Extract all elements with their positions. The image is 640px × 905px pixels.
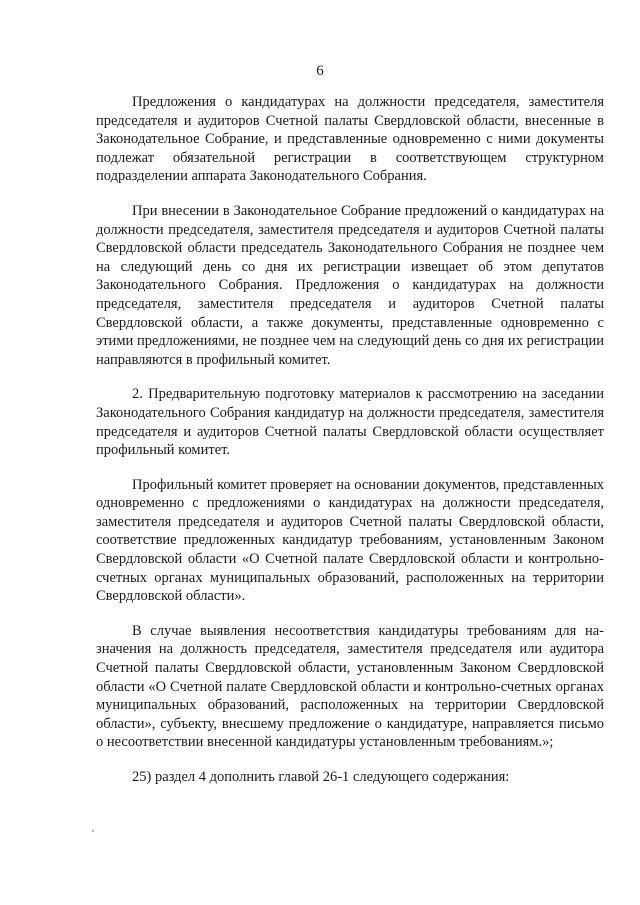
paragraph-amendment-25: 25) раздел 4 дополнить главой 26-1 следующего содержания: — [132, 769, 510, 785]
paragraph-preliminary-preparation: 2. Предварительную подготовку материалов к рассмотрению на заседании Законодательного Собрания кандидатур на должности председателя, заместителя председателя и аудиторов Счетной палаты Свердловской области осуществляет профильный комитет. — [96, 386, 604, 459]
document-body — [96, 93, 604, 787]
paragraph-committee-verification: Профильный комитет проверяет на основании документов, представленных одновременно с предложениями о кандидатурах на должности председателя, заместителя председателя и аудиторов Счетной палаты Свердловской области, соответствие предложенных кандидатур требованиям, установленным Законом Свердловской области «О Счетной палате Свердловской области и контрольно-счетных органах муниципальных образований, расположенных на территории Свердловской области». — [96, 476, 604, 605]
scan-speck — [92, 830, 94, 832]
paragraph-nonconformity: В случае выявления несоответствия кандидатуры требованиям для назначения на должность председателя, заместителя председателя или аудитора Счетной палаты Свердловской области, установленным Законом Свердловской области «О Счетной палате Свердловской области и контрольно-счетных органах муниципальных образований, расположенных на территории Свердловской области», субъекту, внесшему предложение о кандидатуре, направляется письмо о несоответствии внесенной кандидатуры установленным требованиям.»; — [96, 622, 604, 751]
page-number: 6 — [316, 63, 324, 79]
paragraph-notification: При внесении в Законодательное Собрание предложений о кандидатурах на должности председателя, заместителя председателя и аудиторов Счетной палаты Свердловской области председатель Законодательного Собрания не позднее чем на следующий день со дня их регистрации извещает об этом депутатов Законодательного Собрания. Предложения о кандидатурах на должности председателя, заместителя председателя и аудиторов Счетной палаты Свердловской области, а также документы, представленные одновременно с этими предложениями, не позднее чем на следующий день со дня их регистрации направляются в профильный комитет. — [96, 202, 604, 368]
paragraph-registration: Предложения о кандидатурах на должности председателя, заместителя председателя и аудиторов Счетной палаты Свердловской области, внесенные в Законодательное Собрание, и представленные одновременно с ними документы подлежат обязательной регистрации в соответствующем структурном подразделении аппарата Законодательного Собрания. — [96, 94, 604, 185]
